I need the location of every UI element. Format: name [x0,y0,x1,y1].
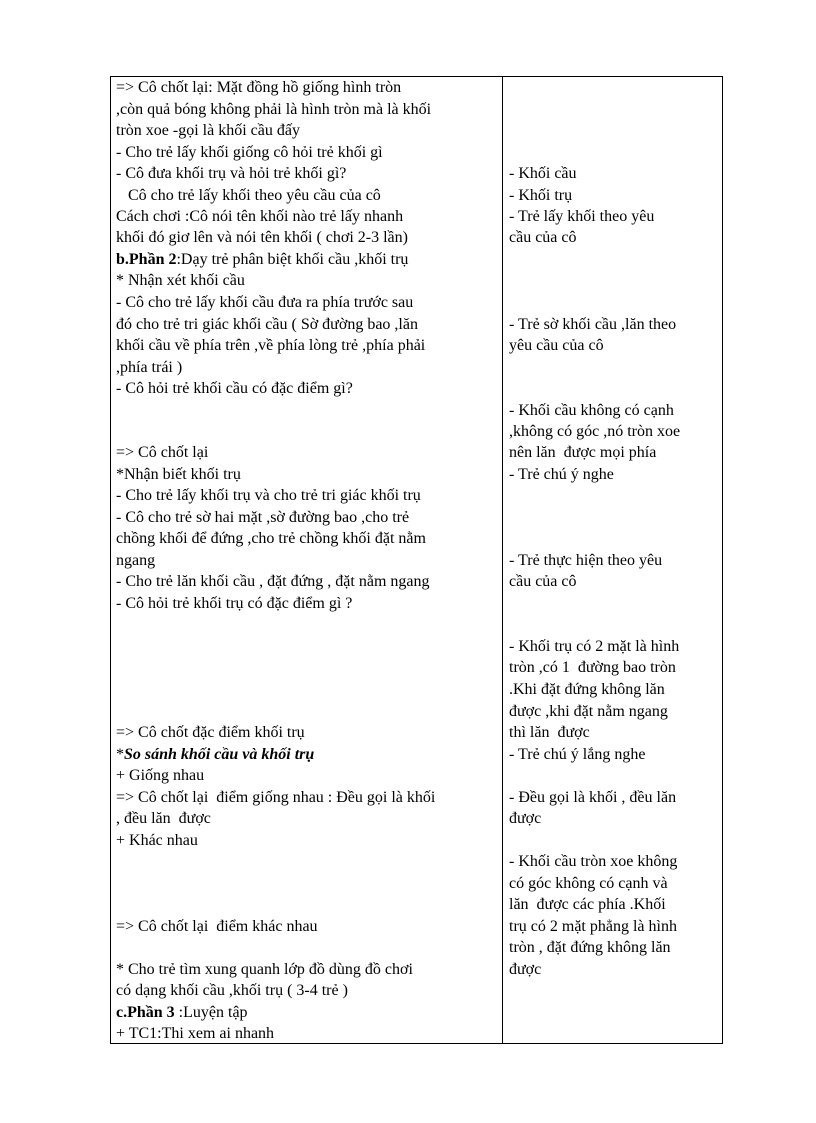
right-line-17: thì lăn được [509,724,590,741]
left-line-5: - Cô đưa khối trụ và hỏi trẻ khối gì? [116,165,347,182]
right-line-23: lăn được các phía .Khối [509,896,666,913]
left-line-3: tròn xoe -gọi là khối cầu đấy [116,122,300,139]
left-line-20: chồng khối để đứng ,cho trẻ chồng khối đặt nằm [116,530,426,547]
right-line-3: - Trẻ lấy khối theo yêu [509,208,655,225]
left-line-16: => Cô chốt lại [116,444,209,461]
right-line-7: - Khối cầu không có cạnh [509,402,674,419]
right-line-20: được [509,810,542,827]
right-line-6: yêu cầu của cô [509,337,604,354]
left-line-21: ngang [116,552,156,569]
left-line-12: đó cho trẻ tri giác khối cầu ( Sờ đường bao ,lăn [116,316,418,333]
left-line-18: - Cho trẻ lấy khối trụ và cho trẻ tri giác khối trụ [116,487,421,504]
right-line-10: - Trẻ chú ý nghe [509,466,614,483]
right-line-18: - Trẻ chú ý lắng nghe [509,746,646,763]
right-line-15: .Khi đặt đứng không lăn [509,681,665,698]
right-line-14: tròn ,có 1 đường bao tròn [509,659,676,676]
left-line-28: , đều lăn được [116,810,211,827]
right-line-25: tròn , đặt đứng không lăn [509,939,671,956]
right-line-16: được ,khi đặt nằm ngang [509,703,668,720]
left-line-17: *Nhận biết khối trụ [116,466,241,483]
left-line-22: - Cho trẻ lăn khối cầu , đặt đứng , đặt nằm ngang [116,573,430,590]
right-line-8: ,không có góc ,nó tròn xoe [509,423,681,440]
left-line-4: - Cho trẻ lấy khối giống cô hỏi trẻ khối gì [116,144,383,161]
left-line-29: + Khác nhau [116,832,198,849]
right-line-9: nên lăn được mọi phía [509,444,657,461]
left-line-1: => Cô chốt lại: Mặt đồng hồ giống hình tròn [116,79,402,96]
left-line-26: + Giống nhau [116,767,205,784]
left-line-34: + TC1:Thi xem ai nhanh [116,1025,275,1042]
right-line-24: trụ có 2 mặt phẳng là hình [509,918,677,935]
right-line-5: - Trẻ sờ khối cầu ,lăn theo [509,316,677,333]
right-line-4: cầu của cô [509,229,577,246]
right-line-19: - Đều gọi là khối , đều lăn [509,789,677,806]
left-line-27: => Cô chốt lại điểm giống nhau : Đều gọi là khối [116,789,436,806]
right-line-12: cầu của cô [509,573,577,590]
right-line-1: - Khối cầu [509,165,577,182]
right-line-2: - Khối trụ [509,187,573,204]
right-line-21: - Khối cầu tròn xoe không [509,853,678,870]
right-line-13: - Khối trụ có 2 mặt là hình [509,638,680,655]
left-line-15: - Cô hỏi trẻ khối cầu có đặc điểm gì? [116,380,353,397]
left-line-10: * Nhận xét khối cầu [116,272,245,289]
left-line-11: - Cô cho trẻ lấy khối cầu đưa ra phía trước sau [116,294,414,311]
left-line-32: có dạng khối cầu ,khối trụ ( 3-4 trẻ ) [116,982,348,999]
left-line-6: Cô cho trẻ lấy khối theo yêu cầu của cô [116,187,381,204]
left-line-8: khối đó giơ lên và nói tên khối ( chơi 2-3 lần) [116,229,408,246]
left-line-14: ,phía trái ) [116,359,183,376]
left-line-9: b.Phần 2:Dạy trẻ phân biệt khối cầu ,khối trụ [116,251,409,268]
right-line-22: có góc không có cạnh và [509,875,668,892]
left-line-33: c.Phần 3 :Luyện tập [116,1004,248,1021]
left-line-7: Cách chơi :Cô nói tên khối nào trẻ lấy nhanh [116,208,404,225]
left-line-2: ,còn quả bóng không phải là hình tròn mà là khối [116,101,432,118]
column-divider [502,76,503,1044]
left-line-13: khối cầu về phía trên ,về phía lòng trẻ ,phía phải [116,337,426,354]
right-line-26: được [509,961,542,978]
left-line-19: - Cô cho trẻ sờ hai mặt ,sờ đường bao ,cho trẻ [116,509,410,526]
right-line-11: - Trẻ thực hiện theo yêu [509,552,663,569]
left-line-31: * Cho trẻ tìm xung quanh lớp đồ dùng đồ chơi [116,961,413,978]
left-line-23: - Cô hỏi trẻ khối trụ có đặc điểm gì ? [116,595,353,612]
left-line-25: *So sánh khối cầu và khối trụ [116,746,315,763]
left-line-24: => Cô chốt đặc điểm khối trụ [116,724,305,741]
left-line-30: => Cô chốt lại điểm khác nhau [116,918,318,935]
